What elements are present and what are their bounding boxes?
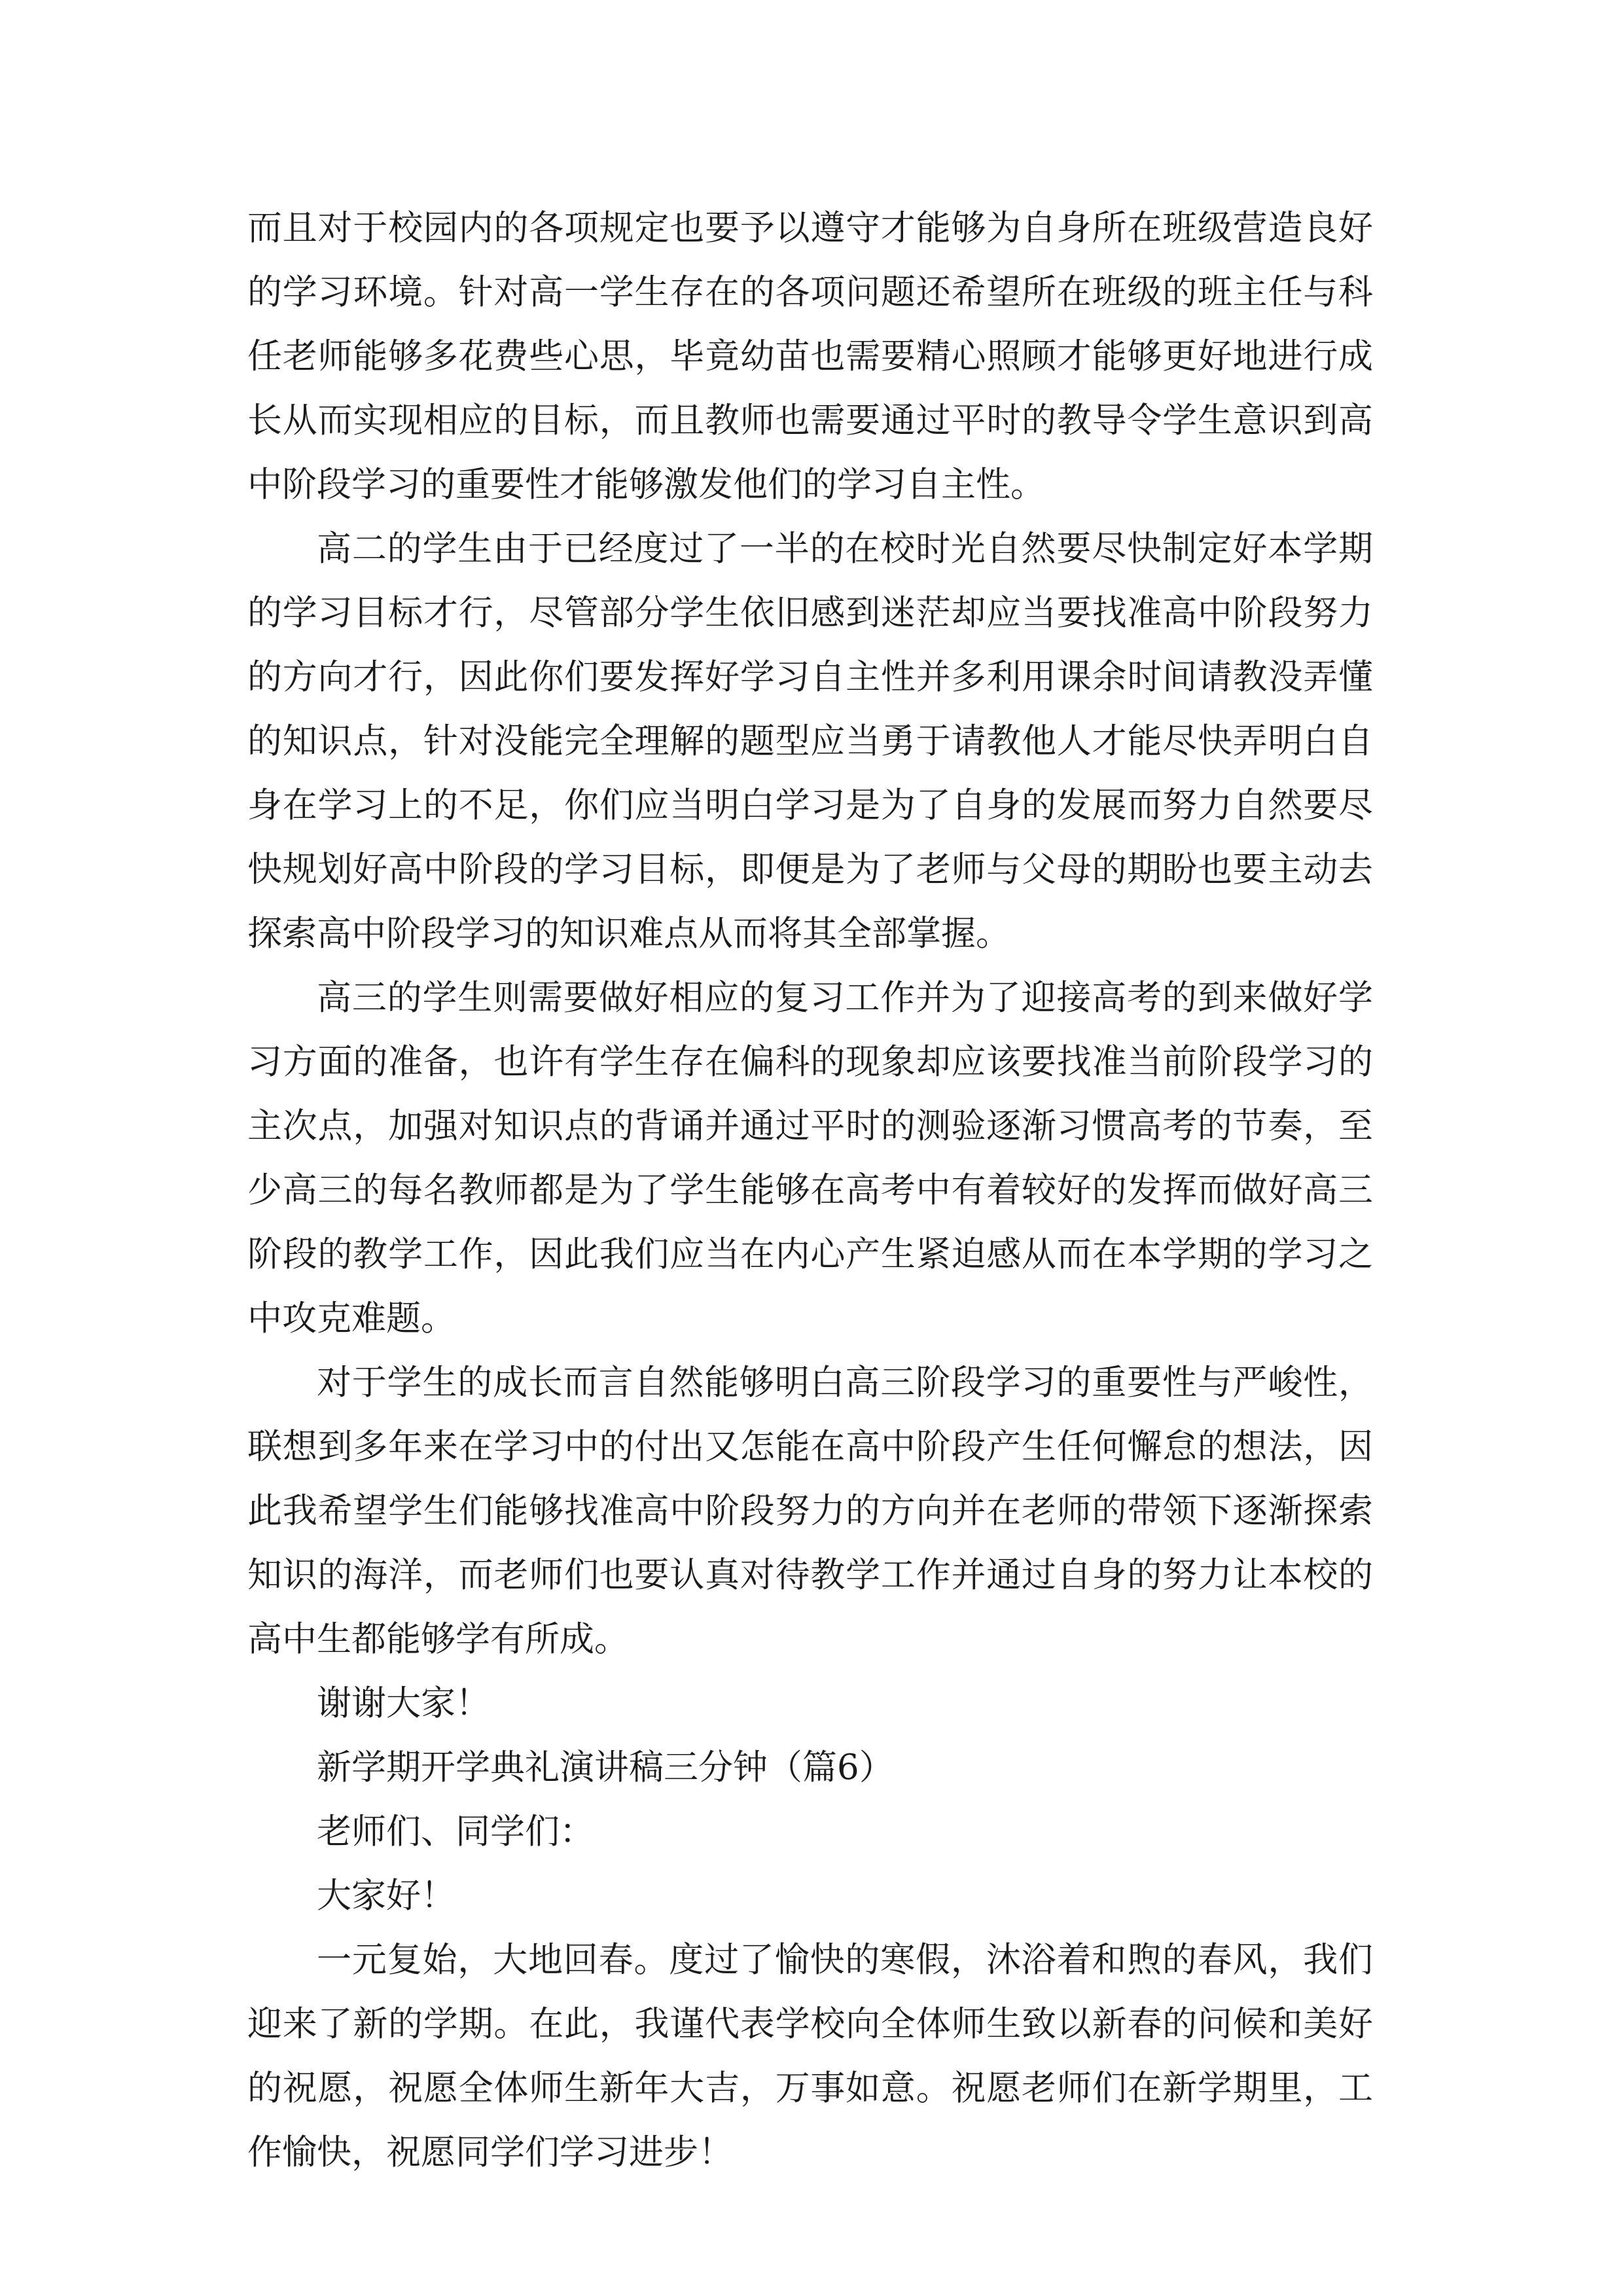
greeting: 大家好！: [317, 1876, 455, 1916]
closing-thanks: 谢谢大家！: [317, 1683, 490, 1723]
document-page: [247, 196, 1373, 2185]
paragraph-grade-two: 高二的学生由于已经度过了一半的在校时光自然要尽快制定好本学期的学习目标才行，尽管部分学生依旧感到迷茫却应当要找准高中阶段努力的方向才行，因此你们要发挥好学习自主性并多利用课余时间请教没弄懂的知识点，针对没能完全理解的题型应当勇于请教他人才能尽快弄明白自身在学习上的不足，你们应当明白学习是为了自身的发展而努力自然要尽快规划好高中阶段的学习目标，即便是为了老师与父母的期盼也要主动去探索高中阶段学习的知识难点从而将其全部掌握。: [247, 529, 1373, 954]
paragraph-growth: 对于学生的成长而言自然能够明白高三阶段学习的重要性与严峻性，联想到多年来在学习中的付出又怎能在高中阶段产生任何懈怠的想法，因此我希望学生们能够找准高中阶段努力的方向并在老师的带领下逐渐探索知识的海洋，而老师们也要认真对待教学工作并通过自身的努力让本校的高中生都能够学有所成。: [247, 1363, 1373, 1659]
paragraph-grade-three: 高三的学生则需要做好相应的复习工作并为了迎接高考的到来做好学习方面的准备，也许有学生存在偏科的现象却应该要找准当前阶段学习的主次点，加强对知识点的背诵并通过平时的测验逐渐习惯高考的节奏，至少高三的每名教师都是为了学生能够在高考中有着较好的发挥而做好高三阶段的教学工作，因此我们应当在内心产生紧迫感从而在本学期的学习之中攻克难题。: [247, 978, 1373, 1338]
salutation: 老师们、同学们：: [317, 1812, 594, 1852]
paragraph-continuation: 而且对于校园内的各项规定也要予以遵守才能够为自身所在班级营造良好的学习环境。针对高一学生存在的各项问题还希望所在班级的班主任与科任老师能够多花费些心思，毕竟幼苗也需要精心照顾才能够更好地进行成长从而实现相应的目标，而且教师也需要通过平时的教导令学生意识到高中阶段学习的重要性才能够激发他们的学习自主性。: [247, 208, 1373, 505]
paragraph-new-semester: 一元复始，大地回春。度过了愉快的寒假，沐浴着和煦的春风，我们迎来了新的学期。在此，我谨代表学校向全体师生致以新春的问候和美好的祝愿，祝愿全体师生新年大吉，万事如意。祝愿老师们在新学期里，工作愉快，祝愿同学们学习进步！: [247, 1940, 1373, 2172]
section-title: 新学期开学典礼演讲稿三分钟（篇6）: [317, 1748, 894, 1787]
